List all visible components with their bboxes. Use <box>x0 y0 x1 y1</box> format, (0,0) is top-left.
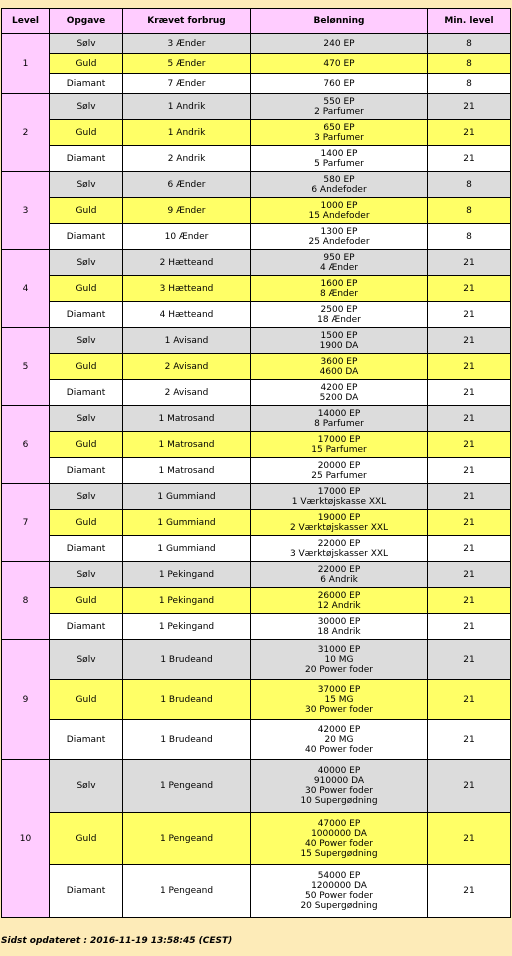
task-cell: Diamant <box>50 614 123 640</box>
table-row <box>2 354 511 380</box>
reward-line: 20 Supergødning <box>300 901 378 911</box>
required-cell: 9 Ænder <box>123 198 251 224</box>
min-level-cell: 21 <box>428 146 511 172</box>
reward-line: 40 Power foder <box>304 838 373 849</box>
reward-line: 5 Parfumer <box>314 158 364 169</box>
level-cell: 5 <box>2 328 50 406</box>
min-level-cell: 21 <box>428 458 511 484</box>
required-cell: 1 Avisand <box>123 328 251 354</box>
reward-line: 650 EP <box>323 122 355 133</box>
required-cell: 1 Pengeand <box>123 760 251 813</box>
table-row <box>2 432 511 458</box>
min-level-cell: 21 <box>428 510 511 536</box>
reward-line: 6 Andrik <box>320 574 358 585</box>
task-cell: Guld <box>50 120 123 146</box>
reward-cell <box>251 406 428 432</box>
reward-line: 26000 EP <box>317 590 361 601</box>
min-level-cell: 8 <box>428 172 511 198</box>
required-cell: 3 Hætteand <box>123 276 251 302</box>
min-level-cell: 21 <box>428 354 511 380</box>
reward-line: 14000 EP <box>317 408 361 419</box>
header-task: Opgave <box>50 9 123 34</box>
task-cell: Guld <box>50 354 123 380</box>
task-cell: Guld <box>50 680 123 720</box>
required-cell: 3 Ænder <box>123 34 251 54</box>
reward-line: 2 Parfumer <box>314 106 364 117</box>
min-level-cell: 21 <box>428 94 511 120</box>
min-level-cell: 21 <box>428 536 511 562</box>
reward-line: 22000 EP <box>317 538 361 549</box>
task-cell: Sølv <box>50 406 123 432</box>
header-min-level: Min. level <box>428 9 511 34</box>
table-row <box>2 302 511 328</box>
reward-line: 550 EP <box>323 96 355 107</box>
min-level-cell: 21 <box>428 680 511 720</box>
reward-cell <box>251 588 428 614</box>
min-level-cell: 21 <box>428 380 511 406</box>
min-level-cell: 8 <box>428 74 511 94</box>
reward-line: 6 Andefoder <box>311 184 367 195</box>
reward-cell <box>251 680 428 720</box>
reward-line: 1000 EP <box>320 200 358 211</box>
level-cell: 7 <box>2 484 50 562</box>
required-cell: 2 Avisand <box>123 354 251 380</box>
min-level-cell: 21 <box>428 484 511 510</box>
reward-line: 25 Parfumer <box>311 470 367 481</box>
reward-cell <box>251 484 428 510</box>
reward-line: 30 Power foder <box>304 786 373 796</box>
table-row <box>2 94 511 120</box>
reward-line: 1500 EP <box>320 330 358 341</box>
reward-line: 15 Parfumer <box>311 444 367 455</box>
min-level-cell: 21 <box>428 813 511 865</box>
reward-line: 1400 EP <box>320 148 358 159</box>
reward-cell <box>251 760 428 813</box>
min-level-cell: 8 <box>428 224 511 250</box>
header-required: Krævet forbrug <box>123 9 251 34</box>
task-cell: Diamant <box>50 458 123 484</box>
table-body <box>2 34 511 918</box>
reward-cell <box>251 74 428 94</box>
reward-line: 1900 DA <box>319 340 359 351</box>
reward-cell <box>251 198 428 224</box>
table-row <box>2 562 511 588</box>
reward-line: 2 Værktøjskasser XXL <box>289 522 389 533</box>
table-row <box>2 54 511 74</box>
min-level-cell: 21 <box>428 614 511 640</box>
required-cell: 1 Matrosand <box>123 432 251 458</box>
reward-line: 22000 EP <box>317 564 361 575</box>
required-cell: 1 Brudeand <box>123 680 251 720</box>
reward-line: 240 EP <box>323 38 355 49</box>
task-cell: Guld <box>50 588 123 614</box>
reward-cell <box>251 146 428 172</box>
task-cell: Guld <box>50 276 123 302</box>
reward-line: 25 Andefoder <box>308 236 370 247</box>
required-cell: 1 Brudeand <box>123 640 251 680</box>
required-cell: 1 Brudeand <box>123 720 251 760</box>
table-row <box>2 680 511 720</box>
reward-cell <box>251 302 428 328</box>
table-row <box>2 276 511 302</box>
reward-line: 12 Andrik <box>317 600 361 611</box>
required-cell: 1 Gummiand <box>123 536 251 562</box>
level-cell: 2 <box>2 94 50 172</box>
table-row <box>2 198 511 224</box>
reward-line: 1300 EP <box>320 226 358 237</box>
task-cell: Diamant <box>50 146 123 172</box>
reward-line: 47000 EP <box>317 818 361 829</box>
required-cell: 1 Andrik <box>123 120 251 146</box>
reward-cell <box>251 34 428 54</box>
reward-line: 10 MG <box>324 654 354 665</box>
table-row <box>2 74 511 94</box>
reward-line: 31000 EP <box>317 644 361 655</box>
reward-cell <box>251 640 428 680</box>
table-row <box>2 224 511 250</box>
required-cell: 1 Pengeand <box>123 813 251 865</box>
table-row <box>2 588 511 614</box>
task-cell: Sølv <box>50 760 123 813</box>
required-cell: 2 Avisand <box>123 380 251 406</box>
reward-cell <box>251 172 428 198</box>
reward-line: 3 Værktøjskasser XXL <box>289 548 389 559</box>
task-cell: Diamant <box>50 865 123 918</box>
reward-line: 18 Andrik <box>317 626 361 637</box>
level-cell: 1 <box>2 34 50 94</box>
required-cell: 1 Pekingand <box>123 562 251 588</box>
required-cell: 1 Pekingand <box>123 588 251 614</box>
level-cell: 4 <box>2 250 50 328</box>
table-row <box>2 760 511 813</box>
reward-cell <box>251 510 428 536</box>
table-row <box>2 720 511 760</box>
table-row <box>2 484 511 510</box>
min-level-cell: 8 <box>428 34 511 54</box>
table-row <box>2 536 511 562</box>
reward-cell <box>251 458 428 484</box>
task-cell: Diamant <box>50 74 123 94</box>
reward-line: 19000 EP <box>317 512 361 523</box>
required-cell: 10 Ænder <box>123 224 251 250</box>
level-cell: 8 <box>2 562 50 640</box>
reward-line: 4600 DA <box>319 366 359 377</box>
task-cell: Sølv <box>50 250 123 276</box>
level-cell: 10 <box>2 760 50 918</box>
reward-line: 580 EP <box>323 174 355 185</box>
table-row <box>2 865 511 918</box>
min-level-cell: 21 <box>428 562 511 588</box>
reward-table <box>1 8 511 918</box>
task-cell: Sølv <box>50 328 123 354</box>
reward-cell <box>251 614 428 640</box>
reward-line: 1200000 DA <box>311 881 367 891</box>
header-reward: Belønning <box>251 9 428 34</box>
table-header <box>2 9 511 34</box>
table-row <box>2 406 511 432</box>
reward-line: 50 Power foder <box>304 891 373 901</box>
level-cell: 6 <box>2 406 50 484</box>
min-level-cell: 8 <box>428 198 511 224</box>
reward-line: 950 EP <box>323 252 355 263</box>
table-row <box>2 250 511 276</box>
min-level-cell: 21 <box>428 276 511 302</box>
task-cell: Guld <box>50 432 123 458</box>
reward-line: 30 Power foder <box>304 704 373 715</box>
min-level-cell: 21 <box>428 432 511 458</box>
reward-line: 17000 EP <box>317 434 361 445</box>
reward-line: 910000 DA <box>313 776 365 786</box>
required-cell: 6 Ænder <box>123 172 251 198</box>
min-level-cell: 21 <box>428 760 511 813</box>
task-cell: Diamant <box>50 302 123 328</box>
required-cell: 5 Ænder <box>123 54 251 74</box>
task-cell: Sølv <box>50 640 123 680</box>
table-row <box>2 813 511 865</box>
reward-line: 37000 EP <box>317 684 361 695</box>
required-cell: 1 Gummiand <box>123 510 251 536</box>
reward-line: 8 Parfumer <box>314 418 364 429</box>
min-level-cell: 21 <box>428 640 511 680</box>
reward-line: 15 MG <box>324 694 354 705</box>
reward-cell <box>251 328 428 354</box>
reward-line: 760 EP <box>323 78 355 89</box>
min-level-cell: 21 <box>428 865 511 918</box>
task-cell: Sølv <box>50 484 123 510</box>
min-level-cell: 21 <box>428 302 511 328</box>
table-row <box>2 380 511 406</box>
reward-cell <box>251 865 428 918</box>
table-row <box>2 34 511 54</box>
task-cell: Diamant <box>50 380 123 406</box>
reward-line: 470 EP <box>323 58 355 69</box>
reward-cell <box>251 562 428 588</box>
min-level-cell: 21 <box>428 406 511 432</box>
table-row <box>2 120 511 146</box>
reward-line: 1 Værktøjskasse XXL <box>291 496 387 507</box>
reward-line: 17000 EP <box>317 486 361 497</box>
task-cell: Guld <box>50 198 123 224</box>
reward-cell <box>251 432 428 458</box>
reward-line: 20 Power foder <box>304 664 373 675</box>
required-cell: 1 Andrik <box>123 94 251 120</box>
level-cell: 9 <box>2 640 50 760</box>
reward-line: 5200 DA <box>319 392 359 403</box>
reward-line: 40000 EP <box>317 766 361 776</box>
reward-cell <box>251 813 428 865</box>
min-level-cell: 21 <box>428 328 511 354</box>
required-cell: 1 Gummiand <box>123 484 251 510</box>
required-cell: 2 Andrik <box>123 146 251 172</box>
task-cell: Guld <box>50 54 123 74</box>
reward-line: 15 Supergødning <box>300 848 378 859</box>
reward-cell <box>251 276 428 302</box>
min-level-cell: 21 <box>428 120 511 146</box>
task-cell: Guld <box>50 510 123 536</box>
reward-line: 20 MG <box>324 734 354 745</box>
level-cell: 3 <box>2 172 50 250</box>
required-cell: 2 Hætteand <box>123 250 251 276</box>
reward-cell <box>251 120 428 146</box>
reward-line: 30000 EP <box>317 616 361 627</box>
reward-cell <box>251 224 428 250</box>
reward-cell <box>251 354 428 380</box>
reward-line: 40 Power foder <box>304 744 373 755</box>
task-cell: Diamant <box>50 720 123 760</box>
reward-cell <box>251 94 428 120</box>
reward-line: 18 Ænder <box>317 314 361 325</box>
reward-cell <box>251 536 428 562</box>
reward-line: 1600 EP <box>320 278 358 289</box>
required-cell: 1 Matrosand <box>123 458 251 484</box>
last-updated: Sidst opdateret : 2016-11-19 13:58:45 (CEST) <box>1 936 233 946</box>
task-cell: Sølv <box>50 94 123 120</box>
reward-cell <box>251 54 428 74</box>
reward-line: 4200 EP <box>320 382 358 393</box>
task-cell: Sølv <box>50 34 123 54</box>
reward-line: 54000 EP <box>317 871 361 881</box>
table-row <box>2 172 511 198</box>
reward-line: 10 Supergødning <box>300 796 378 806</box>
reward-line: 42000 EP <box>317 724 361 735</box>
table-row <box>2 640 511 680</box>
table-row <box>2 146 511 172</box>
reward-line: 2500 EP <box>320 304 358 315</box>
reward-line: 15 Andefoder <box>308 210 370 221</box>
reward-cell <box>251 380 428 406</box>
table-row <box>2 614 511 640</box>
min-level-cell: 21 <box>428 250 511 276</box>
required-cell: 1 Pekingand <box>123 614 251 640</box>
min-level-cell: 21 <box>428 720 511 760</box>
header-level: Level <box>2 9 50 34</box>
reward-cell <box>251 720 428 760</box>
required-cell: 4 Hætteand <box>123 302 251 328</box>
table-row <box>2 458 511 484</box>
task-cell: Diamant <box>50 224 123 250</box>
required-cell: 7 Ænder <box>123 74 251 94</box>
task-cell: Sølv <box>50 172 123 198</box>
table-row <box>2 510 511 536</box>
reward-line: 3600 EP <box>320 356 358 367</box>
reward-line: 4 Ænder <box>319 262 358 273</box>
reward-line: 3 Parfumer <box>314 132 364 143</box>
task-cell: Diamant <box>50 536 123 562</box>
reward-line: 8 Ænder <box>319 288 358 299</box>
required-cell: 1 Pengeand <box>123 865 251 918</box>
min-level-cell: 8 <box>428 54 511 74</box>
reward-line: 1000000 DA <box>311 828 367 839</box>
min-level-cell: 21 <box>428 588 511 614</box>
task-cell: Guld <box>50 813 123 865</box>
task-cell: Sølv <box>50 562 123 588</box>
table-row <box>2 328 511 354</box>
reward-line: 20000 EP <box>317 460 361 471</box>
reward-cell <box>251 250 428 276</box>
required-cell: 1 Matrosand <box>123 406 251 432</box>
